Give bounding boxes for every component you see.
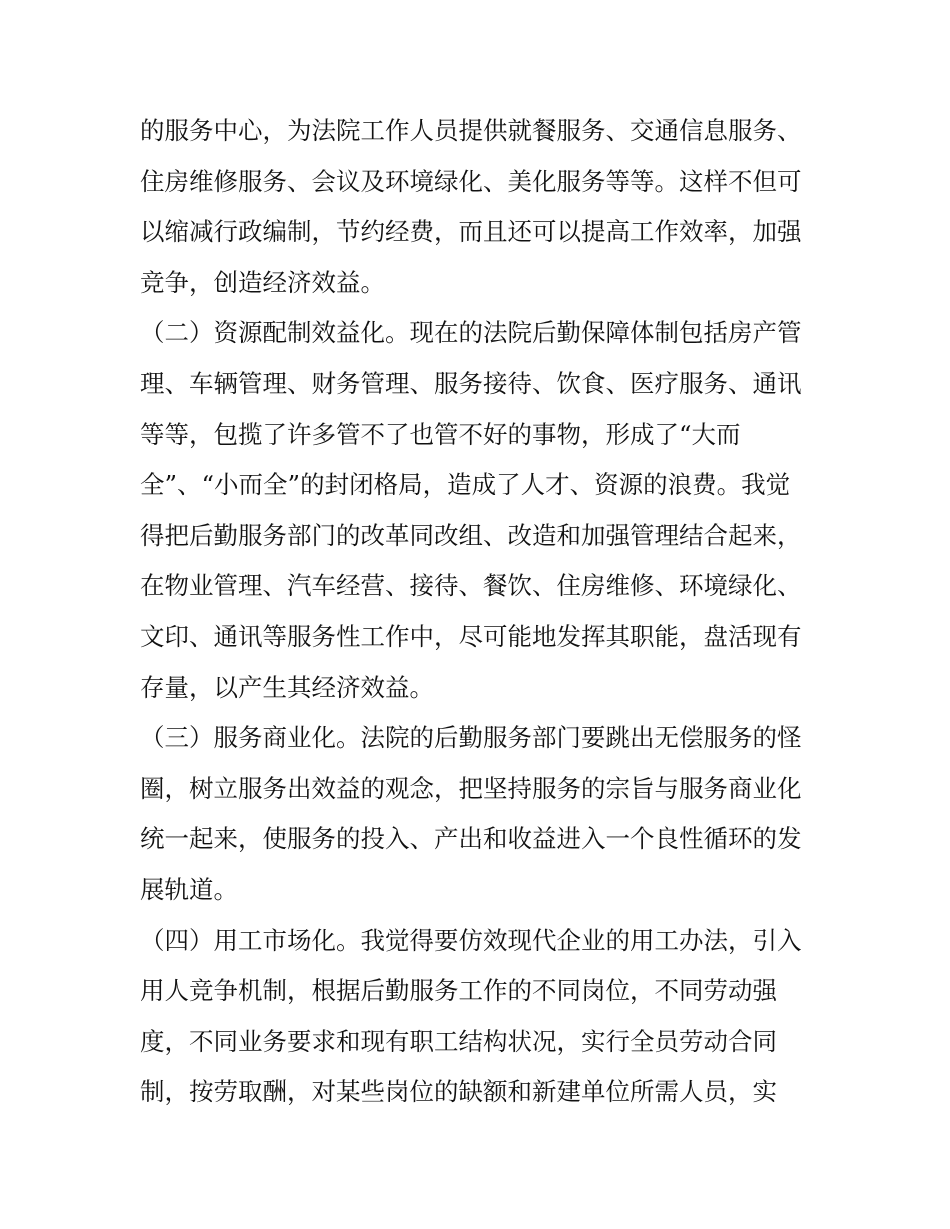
text-line: 存量，以产生其经济效益。	[140, 672, 434, 702]
text-line: （四）用工市场化。我觉得要仿效现代企业的用工办法，引入	[140, 925, 802, 955]
body-text	[140, 106, 820, 1118]
text-line: 文印、通讯等服务性工作中，尽可能地发挥其职能，盘活现有	[140, 621, 802, 651]
text-line: 用人竞争机制，根据后勤服务工作的不同岗位，不同劳动强	[140, 976, 777, 1006]
text-line: 住房维修服务、会议及环境绿化、美化服务等等。这样不但可	[140, 166, 802, 196]
text-line: 展轨道。	[140, 874, 238, 904]
text-line: 竞争，创造经济效益。	[140, 267, 385, 297]
text-line: 在物业管理、汽车经营、接待、餐饮、住房维修、环境绿化、	[140, 571, 802, 601]
text-line: 等等，包揽了许多管不了也管不好的事物，形成了“大而	[140, 419, 741, 449]
text-line: 圈，树立服务出效益的观念，把坚持服务的宗旨与服务商业化	[140, 773, 802, 803]
text-line: 度，不同业务要求和现有职工结构状况，实行全员劳动合同	[140, 1026, 777, 1056]
text-line: 的服务中心，为法院工作人员提供就餐服务、交通信息服务、	[140, 116, 802, 145]
text-line: 理、车辆管理、财务管理、服务接待、饮食、医疗服务、通讯	[140, 368, 802, 398]
text-line: （三）服务商业化。法院的后勤服务部门要跳出无偿服务的怪	[140, 723, 802, 753]
text-line: 以缩减行政编制，节约经费，而且还可以提高工作效率，加强	[140, 217, 802, 247]
text-line: 制，按劳取酬，对某些岗位的缺额和新建单位所需人员，实	[140, 1077, 777, 1107]
text-line: 统一起来，使服务的投入、产出和收益进入一个良性循环的发	[140, 824, 802, 854]
text-line: 得把后勤服务部门的改革同改组、改造和加强管理结合起来，	[140, 520, 802, 550]
text-line: （二）资源配制效益化。现在的法院后勤保障体制包括房产管	[140, 318, 802, 348]
text-line: 全”、“小而全”的封闭格局，造成了人才、资源的浪费。我觉	[140, 470, 791, 500]
